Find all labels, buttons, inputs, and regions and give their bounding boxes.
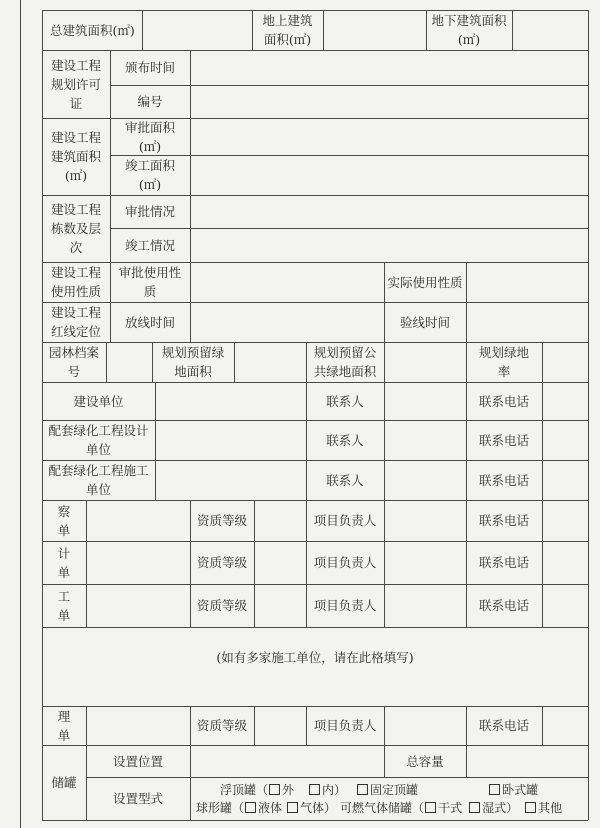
qualification-label: 资质等级 <box>196 598 247 613</box>
design-unit-label: 计单 <box>57 545 71 580</box>
usage-label: 建设工程使用性质 <box>50 265 101 299</box>
tank-options-row-2: 球形罐（ 液体 气体） 可燃气体储罐（ 干式 湿式） 其他 <box>196 800 563 815</box>
dry-type-checkbox[interactable] <box>425 802 436 813</box>
redline-label: 建设工程红线定位 <box>50 305 101 339</box>
green-rate-label: 规划绿地率 <box>478 345 529 379</box>
approval-status-label: 审批情况 <box>124 204 175 219</box>
inner-floating-checkbox[interactable] <box>309 784 320 795</box>
permit-number-label: 编号 <box>137 94 163 109</box>
total-capacity-label: 总容量 <box>406 753 444 769</box>
completed-area-label: 竣工面积(㎡) <box>124 158 175 192</box>
table-rule <box>106 342 107 382</box>
table-rule <box>42 820 588 821</box>
builder-label: 建设单位 <box>73 393 124 409</box>
phone-label: 联系电话 <box>478 432 529 448</box>
phone-label: 联系电话 <box>478 718 529 733</box>
table-rule <box>542 342 543 382</box>
survey-unit-label: 察单 <box>57 503 71 538</box>
table-rule <box>190 50 191 342</box>
phone-label: 联系电话 <box>478 393 529 409</box>
check-time-label: 验线时间 <box>399 314 450 330</box>
reserved-green-label: 规划预留绿地面积 <box>161 345 225 379</box>
tank-type-label: 设置型式 <box>112 791 163 806</box>
contact-label: 联系人 <box>326 472 364 488</box>
supervision-unit-label: 理单 <box>57 708 71 743</box>
liquid-checkbox[interactable] <box>245 802 256 813</box>
table-rule <box>254 706 255 745</box>
tank-type-options <box>190 777 588 820</box>
approved-usage-label: 审批使用性质 <box>118 265 182 299</box>
greening-design-unit-label: 配套绿化工程设计单位 <box>48 423 149 457</box>
outer-floating-checkbox[interactable] <box>269 784 280 795</box>
planning-permit-label: 建设工程规划许可证 <box>50 57 101 111</box>
setout-time-label: 放线时间 <box>124 314 175 330</box>
above-ground-area-label: 地上建筑面积(㎡) <box>262 13 313 47</box>
table-rule <box>588 10 589 820</box>
project-lead-label: 项目负责人 <box>313 718 377 733</box>
table-rule <box>234 342 235 382</box>
horizontal-tank-checkbox[interactable] <box>489 784 500 795</box>
total-area-label: 总建筑面积(㎡) <box>50 22 135 38</box>
qualification-label: 资质等级 <box>196 555 247 570</box>
project-lead-label: 项目负责人 <box>313 598 377 613</box>
multiple-contractors-note: (如有多家施工单位，请在此格填写) <box>216 649 414 665</box>
approved-area-label: 审批面积(㎡) <box>124 119 175 154</box>
table-rule <box>384 342 385 382</box>
qualification-label: 资质等级 <box>196 513 247 528</box>
phone-label: 联系电话 <box>478 513 529 528</box>
construction-unit-label: 工单 <box>57 588 71 623</box>
storage-tank-label: 储罐 <box>51 775 77 790</box>
table-rule <box>542 706 543 745</box>
issue-time-label: 颁布时间 <box>124 60 175 75</box>
phone-label: 联系电话 <box>478 472 529 488</box>
tank-location-label: 设置位置 <box>112 753 163 769</box>
other-type-checkbox[interactable] <box>525 802 536 813</box>
buildings-floors-label: 建设工程栋数及层次 <box>50 202 101 255</box>
contact-label: 联系人 <box>326 393 364 409</box>
fixed-roof-checkbox[interactable] <box>357 784 368 795</box>
wet-type-checkbox[interactable] <box>469 802 480 813</box>
phone-label: 联系电话 <box>478 598 529 613</box>
project-lead-label: 项目负责人 <box>313 555 377 570</box>
table-rule <box>142 10 143 50</box>
qualification-label: 资质等级 <box>196 718 247 733</box>
greening-construction-unit-label: 配套绿化工程施工单位 <box>48 463 149 497</box>
table-rule <box>384 382 385 627</box>
table-rule <box>254 500 255 627</box>
gas-checkbox[interactable] <box>287 802 298 813</box>
table-rule <box>542 382 543 627</box>
table-rule <box>466 262 467 342</box>
contact-label: 联系人 <box>326 432 364 448</box>
completion-status-label: 竣工情况 <box>124 237 175 253</box>
project-lead-label: 项目负责人 <box>313 513 377 528</box>
floor-area-label: 建设工程建筑面积(㎡) <box>50 130 101 183</box>
actual-usage-label: 实际使用性质 <box>387 274 463 290</box>
table-rule <box>512 10 513 50</box>
table-rule <box>323 10 324 50</box>
reserved-public-green-label: 规划预留公共绿地面积 <box>313 345 377 379</box>
garden-archive-label: 园林档案号 <box>48 345 99 379</box>
phone-label: 联系电话 <box>478 555 529 570</box>
tank-options-row-1: 浮顶罐（ 外 内） 固定顶罐 卧式罐 <box>220 782 539 797</box>
table-rule <box>86 500 87 627</box>
table-rule <box>155 382 156 500</box>
table-rule <box>20 0 21 828</box>
underground-area-label: 地下建筑面积(㎡) <box>431 13 507 47</box>
